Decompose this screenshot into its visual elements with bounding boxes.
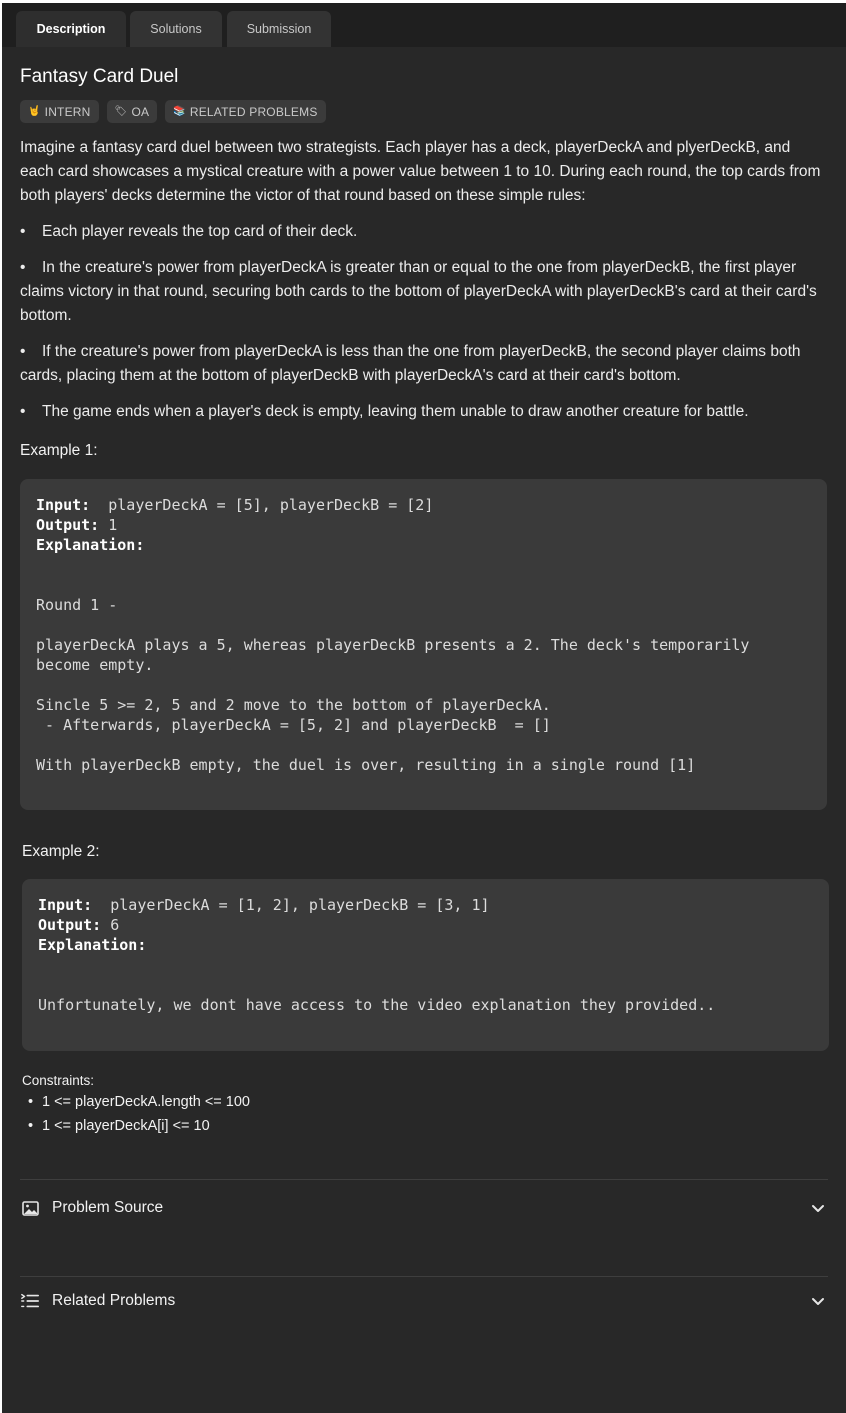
tag-label: RELATED PROBLEMS [189,104,318,119]
bullet-dot: • [20,259,26,276]
input-value: playerDeckA = [1, 2], playerDeckB = [3, 1] [110,896,490,914]
label-tag-icon: 🏷 [114,106,128,117]
rule-text: In the creature's power from playerDeckA is greater than or equal to the one from playerDeckB, the first player claims victory in that round, securing both cards to the bottom of playerDeckA with playerDeckB's card at their card's bottom. [20,259,817,324]
books-icon: 📚 [173,106,186,117]
explanation-label: Explanation: [38,936,147,954]
bullet-dot: • [28,1118,34,1134]
rule-text: Each player reveals the top card of their deck. [42,223,358,240]
explanation-line: With playerDeckB empty, the duel is over, resulting in a single round [1] [36,756,696,774]
explanation-line: playerDeckA plays a 5, whereas playerDeckB presents a 2. The deck's temporarily [36,636,750,654]
tab-submission[interactable]: Submission [227,11,331,47]
explanation-line: Unfortunately, we dont have access to the video explanation they provided.. [38,996,716,1014]
example-2-label: Example 2: [22,843,100,860]
tab-description[interactable]: Description [16,11,126,47]
divider [20,1276,828,1277]
example-1-label: Example 1: [20,442,98,459]
list-icon [20,1291,40,1311]
output-value: 6 [110,916,120,934]
constraints-title: Constraints: [22,1073,95,1088]
rule-item [20,220,826,244]
tag-label: OA [131,104,150,119]
bullet-dot: • [28,1094,34,1110]
page-title: Fantasy Card Duel [20,66,179,87]
accordion-label: Related Problems [52,1292,176,1309]
output-label: Output: [36,516,100,534]
tag-label: INTERN [44,104,91,119]
explanation-line: Sincle 5 >= 2, 5 and 2 move to the bottom of playerDeckA. [36,696,551,714]
rule-item [20,256,826,328]
input-label: Input: [38,896,93,914]
rock-hand-icon: 🤘 [28,106,41,117]
image-icon [20,1198,40,1218]
constraint-text: 1 <= playerDeckA.length <= 100 [42,1094,250,1110]
output-label: Output: [38,916,102,934]
explanation-line: become empty. [36,656,154,674]
tab-bar [2,3,846,47]
input-value: playerDeckA = [5], playerDeckB = [2] [108,496,434,514]
rule-text: The game ends when a player's deck is empty, leaving them unable to draw another creature for battle. [42,403,749,420]
bullet-dot: • [20,403,26,420]
accordion-label: Problem Source [52,1199,164,1216]
explanation-line: Round 1 - [36,596,118,614]
tag-oa[interactable] [107,100,158,123]
problem-panel [2,3,846,1413]
bullet-dot: • [20,343,26,360]
tag-list [20,100,326,123]
constraint-text: 1 <= playerDeckA[i] <= 10 [42,1118,210,1134]
problem-source-accordion[interactable] [20,1190,828,1226]
divider [20,1179,828,1180]
output-value: 1 [108,516,118,534]
chevron-down-icon[interactable] [808,1291,828,1311]
input-label: Input: [36,496,91,514]
rule-item [20,340,826,388]
rule-text: If the creature's power from playerDeckA is less than the one from playerDeckB, the second player claims both cards, placing them at the bottom of playerDeckB with playerDeckA's card at their card's bottom. [20,343,801,384]
tag-intern[interactable] [20,100,99,123]
constraint-item [28,1118,210,1134]
problem-intro: Imagine a fantasy card duel between two strategists. Each player has a deck, playerDeckA and plyerDeckB, and each card showcases a mystical creature with a power value between 1 to 10. During each round, the top cards from both players' decks determine the victor of that round based on these simple rules: [20,139,821,204]
explanation-line: - Afterwards, playerDeckA = [5, 2] and playerDeckB = [] [36,716,551,734]
bullet-dot: • [20,223,26,240]
constraint-item [28,1094,250,1110]
tag-related-problems[interactable] [165,100,325,123]
example-1-codeblock [20,479,827,810]
explanation-label: Explanation: [36,536,145,554]
chevron-down-icon[interactable] [808,1198,828,1218]
example-2-codeblock [22,879,829,1051]
tab-solutions[interactable]: Solutions [130,11,222,47]
related-problems-accordion[interactable] [20,1283,828,1319]
rule-item [20,400,826,424]
